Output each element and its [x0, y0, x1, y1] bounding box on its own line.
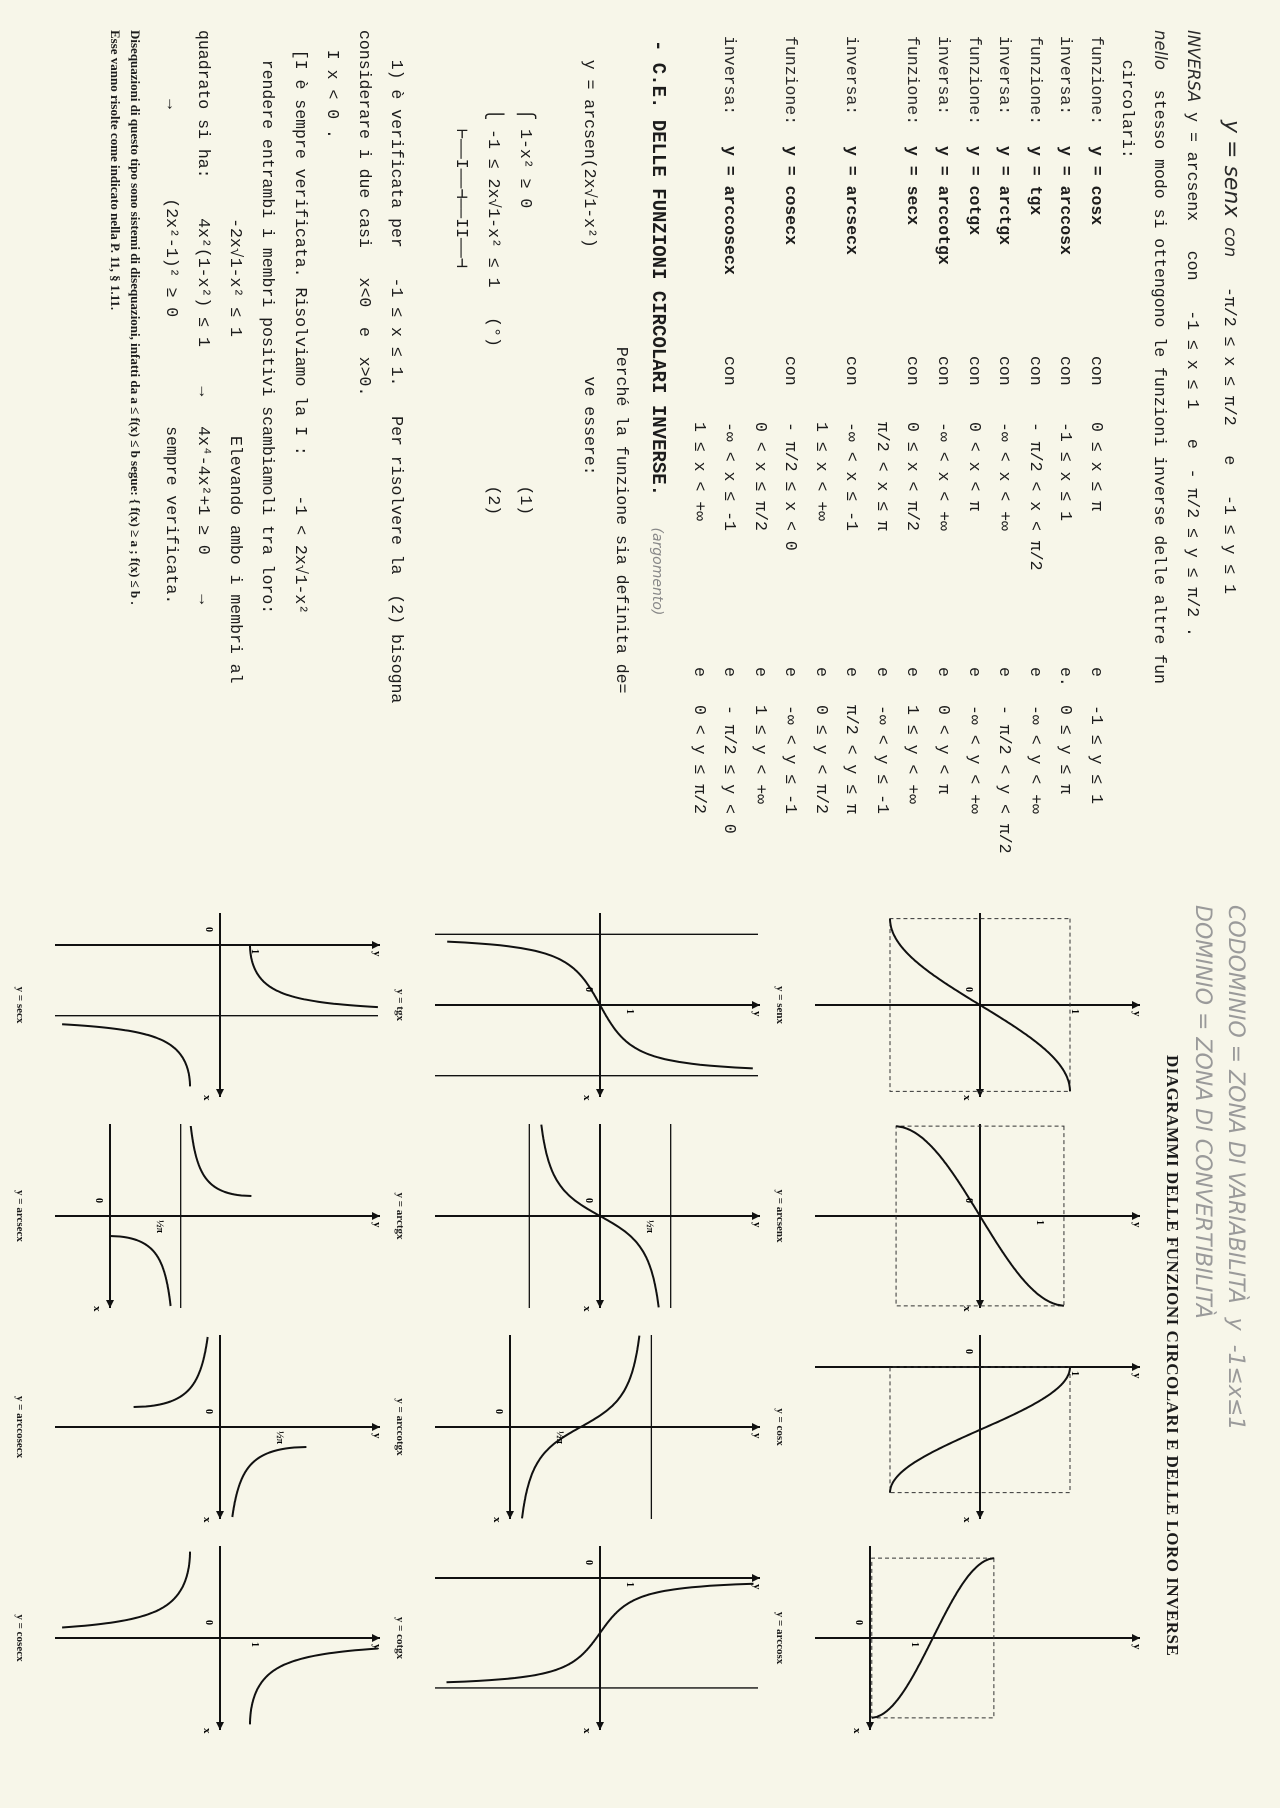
function-curve	[250, 1649, 378, 1725]
cell-range: 0 ≤ y ≤ π	[1056, 705, 1076, 795]
graph-svg-cosx	[790, 1327, 1150, 1527]
x-axis-label: x	[201, 1095, 213, 1101]
function-curve	[250, 945, 378, 1007]
y-arrow	[1132, 1634, 1140, 1642]
graph-arcsenx	[770, 1116, 1150, 1321]
x-arrow	[596, 1300, 604, 1308]
cell-dom: 0 ≤ x ≤ π	[1086, 422, 1106, 512]
intro-hand: INVERSA	[1184, 30, 1204, 103]
y-axis-label: y	[1131, 1011, 1143, 1017]
cell-fn: y = secx	[903, 146, 923, 226]
cell-range: 1 ≤ y < +∞	[750, 705, 770, 805]
function-curve	[134, 1337, 208, 1407]
cell-e: e	[720, 667, 740, 677]
intro-text: circolari:	[1117, 30, 1137, 159]
ce-heading-text: - C.E. DELLE FUNZIONI CIRCOLARI INVERSE.	[647, 40, 670, 497]
graph-tgx	[390, 905, 770, 1110]
function-row	[714, 36, 745, 864]
cell-label	[683, 36, 714, 146]
cell-range: 0 ≤ y < π/2	[811, 705, 831, 814]
graph-caption: y = arcsenx	[774, 1189, 786, 1243]
graph-caption: y = senx	[774, 985, 786, 1025]
cell-con: con	[720, 356, 740, 386]
cell-label: funzione:	[1025, 36, 1045, 126]
graph-svg-arcsenx	[790, 1116, 1150, 1316]
cell-range: - π/2 < y < π/2	[995, 705, 1015, 854]
y-arrow	[1132, 1001, 1140, 1009]
graph-svg-cosecx	[30, 1538, 390, 1738]
cell-con	[744, 356, 775, 422]
cell-label: inversa:	[720, 36, 740, 116]
cell-fn: y = arccosecx	[720, 146, 740, 275]
function-row	[1080, 36, 1111, 864]
ce-line: ⎩ -1 ≤ 2x√1-x² ≤ 1 (°) (2)	[483, 30, 503, 516]
tick-label: ½π	[644, 1220, 655, 1233]
y-axis-label: y	[751, 1222, 763, 1228]
ce-handwritten-note: (argomento)	[649, 527, 666, 616]
x-axis-label: x	[201, 1517, 213, 1523]
cell-con: con	[995, 356, 1015, 386]
x-arrow	[976, 1511, 984, 1519]
graph-svg-arccosx	[790, 1538, 1150, 1738]
cell-con	[866, 356, 897, 422]
graph-caption: y = cotgx	[394, 1616, 406, 1660]
graph-svg-cotgx	[410, 1538, 770, 1738]
function-row	[1019, 36, 1050, 864]
graph-svg-tgx	[410, 905, 770, 1105]
x-axis-label: x	[851, 1728, 863, 1734]
function-row	[683, 36, 714, 864]
footnote-line: Esse vanno risolte come indicato nella P. 11, § 1.11.	[108, 30, 124, 311]
x-axis-label: x	[491, 1517, 503, 1523]
tick-label: 0	[93, 1198, 104, 1203]
function-row	[836, 36, 867, 864]
cell-con: con	[781, 356, 801, 386]
intro-line	[1176, 30, 1209, 890]
ce-line	[541, 30, 573, 890]
graph-arccosecx	[10, 1327, 390, 1532]
function-table	[683, 36, 1110, 864]
x-axis-label: x	[201, 1728, 213, 1734]
tick-label: ½π	[274, 1431, 285, 1444]
y-arrow	[372, 941, 380, 949]
cell-dom: 0 ≤ x < π/2	[903, 422, 923, 531]
tick-label: 0	[493, 1409, 504, 1414]
graph-arccotgx	[390, 1327, 770, 1532]
x-arrow	[596, 1089, 604, 1097]
y-arrow	[752, 1423, 760, 1431]
cell-dom: -∞ < x < +∞	[995, 422, 1015, 531]
cell-label: funzione:	[964, 36, 984, 126]
ce-line: → (2x²-1)² ≥ 0 sempre verificata.	[161, 30, 181, 605]
intro-line	[1111, 30, 1143, 890]
cell-e: e	[934, 667, 954, 677]
function-row	[805, 36, 836, 864]
x-arrow	[866, 1722, 874, 1730]
cell-range: 1 ≤ y < +∞	[903, 705, 923, 805]
intro-line	[1143, 30, 1176, 890]
cell-con: con	[1056, 356, 1076, 386]
graph-caption: y = arctgx	[394, 1192, 406, 1240]
cell-range: 0 < y < π	[934, 705, 954, 795]
graphs-column	[10, 905, 1252, 1775]
cell-e: e	[842, 667, 862, 677]
cell-con: con	[964, 356, 984, 386]
tick-label: 0	[583, 987, 594, 992]
graph-svg-secx	[30, 905, 390, 1105]
pencil-note: DOMINIO = ZONA DI CONVERTIBILITÀ	[1190, 905, 1215, 1319]
tick-label: 1	[1069, 1371, 1080, 1376]
cell-fn: y = cosecx	[781, 146, 801, 246]
y-axis-label: y	[751, 1584, 763, 1590]
graph-senx	[770, 905, 1150, 1110]
function-row	[897, 36, 928, 864]
x-axis-label: x	[581, 1728, 593, 1734]
x-axis-label: x	[961, 1517, 973, 1523]
cell-fn: y = cosx	[1086, 146, 1106, 226]
cell-fn	[866, 146, 897, 356]
graph-svg-arccosecx	[30, 1327, 390, 1527]
cell-dom: 0 < x < π	[964, 422, 984, 512]
cell-e: e.	[1056, 667, 1076, 687]
cell-e: e	[995, 667, 1015, 677]
cell-range: -∞ < y ≤ -1	[872, 705, 892, 814]
cell-fn	[744, 146, 775, 356]
cell-con: con	[934, 356, 954, 386]
cell-con	[683, 356, 714, 422]
cell-e: e	[1025, 667, 1045, 677]
intro-hand: nello	[1150, 30, 1170, 70]
cell-range: -∞ < y < +∞	[964, 705, 984, 814]
intro-hand: y = senx	[1219, 120, 1244, 218]
y-arrow	[752, 1001, 760, 1009]
ce-line	[412, 30, 444, 890]
ce-block	[155, 30, 638, 890]
x-arrow	[216, 1089, 224, 1097]
y-axis-label: y	[751, 1433, 763, 1439]
y-axis-label: y	[1131, 1644, 1143, 1650]
cell-e: e	[903, 667, 923, 677]
x-axis-label: x	[581, 1306, 593, 1312]
cell-con: con	[903, 356, 923, 386]
ce-line: ⎧ 1-x² ≥ 0 (1)	[515, 30, 535, 516]
graph-caption: y = arccosecx	[14, 1395, 26, 1459]
intro-block	[1111, 30, 1252, 890]
intro-hand2: con	[1221, 227, 1240, 258]
cell-range: 0 < y ≤ π/2	[689, 705, 709, 814]
cell-e: e	[964, 667, 984, 677]
y-arrow	[372, 1212, 380, 1220]
tick-label: 1	[909, 1642, 920, 1647]
tick-label: 1	[624, 1009, 635, 1014]
cell-e: e	[750, 667, 770, 677]
graph-caption: y = cosx	[774, 1408, 786, 1446]
text-column	[106, 30, 1252, 890]
graph-caption: y = cosecx	[14, 1614, 26, 1662]
tick-label: ½π	[154, 1220, 165, 1233]
tick-label: 0	[963, 1198, 974, 1203]
graph-secx	[10, 905, 390, 1110]
y-axis-label: y	[371, 951, 383, 957]
cell-dom: - π/2 < x < π/2	[1025, 422, 1045, 571]
y-axis-label: y	[371, 1222, 383, 1228]
function-curve	[110, 1236, 171, 1306]
ce-line: 1) è verificata per -1 ≤ x ≤ 1. Per risolvere la (2) bisogna	[387, 30, 407, 704]
cell-range: -∞ < y ≤ -1	[781, 705, 801, 814]
cell-e: e	[689, 667, 709, 677]
cell-range: -∞ < y < +∞	[1025, 705, 1045, 814]
cell-label: inversa:	[995, 36, 1015, 116]
intro-tail: -π/2 ≤ x ≤ π/2 e -1 ≤ y ≤ 1	[1220, 287, 1239, 594]
x-arrow	[976, 1089, 984, 1097]
cell-fn	[805, 146, 836, 356]
pencil-notes	[1186, 905, 1252, 1775]
graph-svg-arcsecx	[30, 1116, 390, 1316]
cell-dom: -∞ < x ≤ -1	[842, 422, 862, 531]
cell-label: inversa:	[1056, 36, 1076, 116]
cell-e: e	[872, 667, 892, 677]
cell-dom: 1 ≤ x < +∞	[689, 422, 709, 522]
footnote	[106, 30, 145, 890]
tick-label: ½π	[554, 1431, 565, 1444]
y-axis-label: y	[1131, 1222, 1143, 1228]
cell-label	[866, 36, 897, 146]
graph-svg-arccotgx	[410, 1327, 770, 1527]
cell-dom: π/2 < x ≤ π	[872, 422, 892, 531]
intro-text: y = arcsenx con -1 ≤ x ≤ 1 e - π/2 ≤ y ≤ π/2 .	[1183, 112, 1203, 637]
function-curve	[62, 1552, 190, 1628]
cell-label: funzione:	[903, 36, 923, 126]
tick-label: 0	[963, 1349, 974, 1354]
y-arrow	[1132, 1212, 1140, 1220]
function-row	[928, 36, 959, 864]
cell-range: -1 ≤ y ≤ 1	[1086, 705, 1106, 805]
tick-label: 0	[853, 1620, 864, 1625]
cell-con: con	[1025, 356, 1045, 386]
pencil-note: CODOMINIO = ZONA DI VARIABILITÀ y -1≤x≤1	[1223, 905, 1248, 1431]
ce-line: y = arcsen(2x√1-x²) ve essere:	[580, 30, 600, 476]
graph-svg-senx	[790, 905, 1150, 1105]
intro-text: stesso modo si ottengono le funzioni inverse delle altre fun	[1149, 79, 1169, 684]
function-curve	[191, 1126, 252, 1196]
x-arrow	[976, 1300, 984, 1308]
graph-caption: y = arccosx	[774, 1611, 786, 1665]
y-arrow	[752, 1212, 760, 1220]
y-axis-label: y	[371, 1433, 383, 1439]
graphs-grid	[10, 905, 1150, 1775]
cell-label	[805, 36, 836, 146]
graph-arccosx	[770, 1538, 1150, 1743]
cell-fn	[683, 146, 714, 356]
graph-arcsecx	[10, 1116, 390, 1321]
x-axis-label: x	[91, 1306, 103, 1312]
function-row	[958, 36, 989, 864]
cell-dom: - π/2 ≤ x < 0	[781, 422, 801, 551]
ce-line: -2x√1-x² ≤ 1 Elevando ambo i membri al	[226, 30, 246, 684]
graph-caption: y = secx	[14, 986, 26, 1024]
ce-line: [I è sempre verificata. Risolviamo la I : -1 < 2x√1-x²	[290, 30, 310, 615]
cell-e: e	[1086, 667, 1106, 677]
graphs-title: DIAGRAMMI DELLE FUNZIONI CIRCOLARI E DELLE LORO INVERSE	[1163, 1055, 1182, 1657]
ce-line: rendere entrambi i membri positivi scambiamoli tra loro:	[258, 30, 278, 615]
function-row	[775, 36, 806, 864]
cell-con: con	[842, 356, 862, 386]
ce-line: Perché la funzione sia definita de=	[612, 30, 632, 694]
x-arrow	[106, 1300, 114, 1308]
graph-cotgx	[390, 1538, 770, 1743]
cell-fn: y = arccotgx	[934, 146, 954, 265]
y-arrow	[372, 1423, 380, 1431]
cell-fn: y = tgx	[1025, 146, 1045, 216]
function-row	[744, 36, 775, 864]
intro-line	[1209, 120, 1252, 890]
function-curve	[232, 1447, 306, 1517]
tick-label: 0	[203, 927, 214, 932]
cell-label	[744, 36, 775, 146]
graph-caption: y = arccotgx	[394, 1398, 406, 1456]
ce-line: considerare i due casi x<0 e x>0.	[355, 30, 374, 397]
ce-line: I x < 0 .	[322, 30, 342, 139]
ce-heading	[647, 40, 669, 890]
x-axis-label: x	[961, 1306, 973, 1312]
function-curve	[62, 1024, 190, 1086]
cell-label: funzione:	[1086, 36, 1106, 126]
cell-label: inversa:	[934, 36, 954, 116]
tick-label: 1	[1034, 1220, 1045, 1225]
tick-label: 0	[583, 1560, 594, 1565]
ce-line: quadrato si ha: 4x²(1-x²) ≤ 1 → 4x⁴-4x²+1 ≥ 0 →	[194, 30, 214, 605]
cell-label: inversa:	[842, 36, 862, 116]
graph-cosx	[770, 1327, 1150, 1532]
tick-label: 0	[203, 1620, 214, 1625]
function-row	[1050, 36, 1081, 864]
tick-label: 0	[963, 987, 974, 992]
graph-arctgx	[390, 1116, 770, 1321]
graph-caption: y = tgx	[394, 989, 406, 1021]
tick-label: 1	[624, 1582, 635, 1587]
cell-e: e	[811, 667, 831, 677]
y-axis-label: y	[1131, 1373, 1143, 1379]
ce-line: ⊢——I——⊣——II——⊣	[451, 30, 471, 268]
x-arrow	[216, 1722, 224, 1730]
y-axis-label: y	[751, 1011, 763, 1017]
cell-dom: -∞ < x ≤ -1	[720, 422, 740, 531]
tick-label: 0	[203, 1409, 214, 1414]
cell-e: e	[781, 667, 801, 677]
x-axis-label: x	[961, 1095, 973, 1101]
footnote-line: Disequazioni di questo tipo sono sistemi di disequazioni, infatti da a ≤ f(x) ≤ b segue: { f(x) ≥ a ; f(x) ≤ b .	[127, 30, 143, 605]
tick-label: 0	[583, 1198, 594, 1203]
graph-cosecx	[10, 1538, 390, 1743]
graph-svg-arctgx	[410, 1116, 770, 1316]
cell-fn: y = arctgx	[995, 146, 1015, 246]
cell-dom: 1 ≤ x < +∞	[811, 422, 831, 522]
function-row	[989, 36, 1020, 864]
cell-con	[805, 356, 836, 422]
cell-con: con	[1086, 356, 1106, 386]
graph-caption: y = arcsecx	[14, 1190, 26, 1242]
tick-label: 1	[249, 949, 260, 954]
x-arrow	[596, 1722, 604, 1730]
cell-dom: 0 < x ≤ π/2	[750, 422, 770, 531]
cell-label: funzione:	[781, 36, 801, 126]
y-arrow	[1132, 1363, 1140, 1371]
cell-dom: -1 ≤ x ≤ 1	[1056, 422, 1076, 522]
cell-fn: y = arccosx	[1056, 146, 1076, 255]
function-row	[866, 36, 897, 864]
x-axis-label: x	[581, 1095, 593, 1101]
cell-range: - π/2 ≤ y < 0	[720, 705, 740, 834]
cell-fn: y = cotgx	[964, 146, 984, 236]
y-axis-label: y	[371, 1644, 383, 1650]
tick-label: 1	[1069, 1009, 1080, 1014]
cell-dom: -∞ < x < +∞	[934, 422, 954, 531]
cell-fn: y = arcsecx	[842, 146, 862, 255]
tick-label: 1	[249, 1642, 260, 1647]
cell-range: π/2 < y ≤ π	[842, 705, 862, 814]
